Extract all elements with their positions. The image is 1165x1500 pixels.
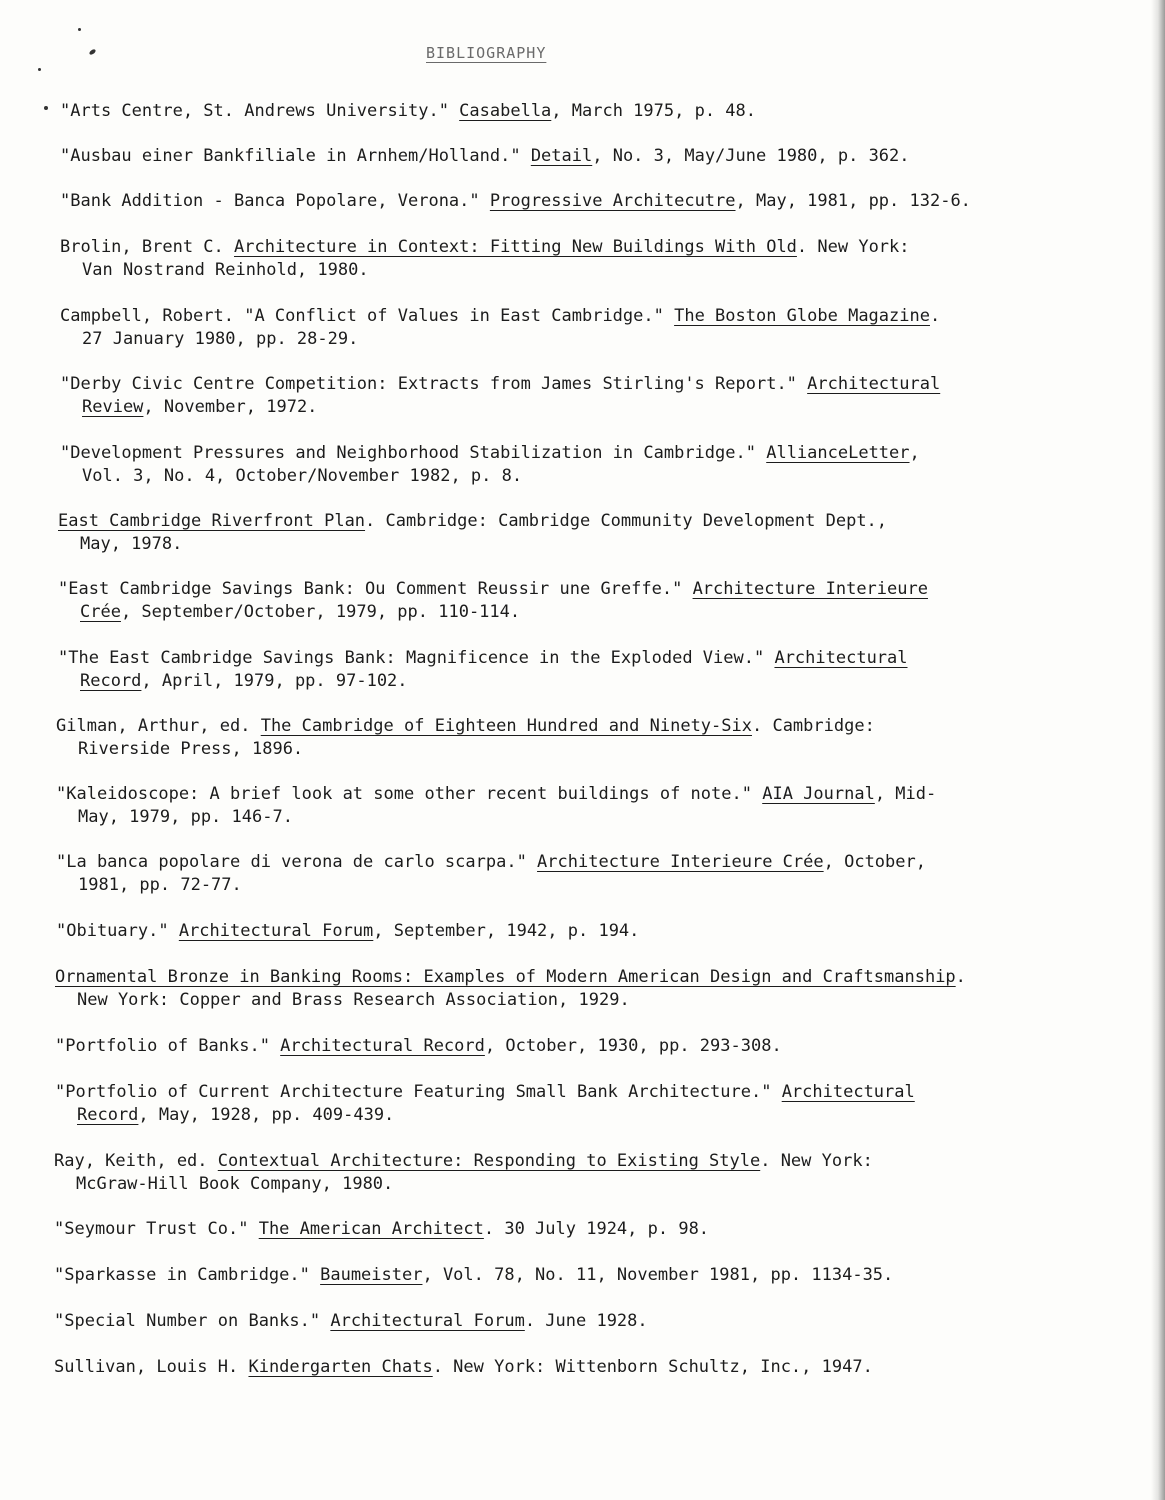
ink-speck: [38, 68, 41, 71]
entry-text: . New York:: [760, 1151, 873, 1171]
entry-text: Gilman, Arthur, ed.: [56, 716, 261, 736]
entry-title: Record: [77, 1105, 139, 1125]
entry-text: ,: [909, 443, 920, 463]
entry-text: "The East Cambridge Savings Bank: Magnificence in the Exploded View.": [58, 648, 775, 668]
entry-title: Architecture Interieure: [692, 579, 928, 599]
entry-text: Campbell, Robert. "A Conflict of Values in East Cambridge.": [60, 306, 675, 326]
entry-text: , April, 1979, pp. 97-102.: [141, 671, 408, 691]
bibliography-entry: [60, 442, 1100, 488]
entry-text: "Sparkasse in Cambridge.": [54, 1265, 321, 1285]
entry-text: "Bank Addition - Banca Popolare, Verona.": [60, 191, 490, 211]
entry-text: "Arts Centre, St. Andrews University.": [60, 101, 460, 121]
ink-speck: [44, 106, 48, 110]
entry-title: Contextual Architecture: Responding to Existing Style: [217, 1151, 761, 1171]
entry-text: "Portfolio of Banks.": [55, 1036, 281, 1056]
bibliography-entry: [56, 851, 1096, 897]
entry-title: Kindergarten Chats: [248, 1357, 433, 1377]
entry-continuation: McGraw-Hill Book Company, 1980.: [76, 1174, 394, 1194]
bibliography-entry: [54, 1264, 1094, 1287]
entry-text: . Cambridge: Cambridge Community Development Dept.,: [365, 511, 888, 531]
entry-continuation: [58, 601, 1098, 624]
bibliography-entry: [54, 1218, 1094, 1241]
bibliography-entry: [58, 510, 1098, 556]
entry-title: AllianceLetter: [766, 443, 910, 463]
entry-title: East Cambridge Riverfront Plan: [58, 511, 366, 531]
bibliography-entry: [60, 236, 1100, 282]
entry-text: , September/October, 1979, pp. 110-114.: [120, 602, 521, 622]
entry-title: Architectural Forum: [330, 1311, 525, 1331]
entry-text: "La banca popolare di verona de carlo scarpa.": [56, 852, 538, 872]
entry-title: Crée: [80, 602, 121, 622]
bibliography-entry: [58, 578, 1098, 624]
bibliography-entry: [55, 1081, 1095, 1127]
entry-text: , October,: [823, 852, 926, 872]
entry-title: Record: [80, 671, 142, 691]
entry-text: .: [929, 306, 941, 326]
entry-continuation: [55, 1104, 1095, 1127]
ink-speck: [88, 48, 96, 55]
bibliography-entry: [56, 715, 1096, 761]
entry-title: AIA Journal: [762, 784, 875, 804]
entry-title: Architecture in Context: Fitting New Buildings With Old: [234, 237, 797, 257]
entry-text: , October, 1930, pp. 293-308.: [484, 1036, 782, 1056]
page-edge-shadow: [1151, 0, 1165, 1500]
bibliography-entry: [60, 373, 1100, 419]
entry-text: . June 1928.: [524, 1311, 648, 1331]
entry-title: Ornamental Bronze in Banking Rooms: Examples of Modern American Design and Craftsmanship: [55, 967, 956, 987]
bibliography-entry: [60, 145, 1100, 168]
entry-title: The Cambridge of Eighteen Hundred and Ninety-Six: [260, 716, 752, 736]
entry-continuation: [58, 670, 1098, 693]
bibliography-entry: [60, 100, 1100, 123]
entry-text: . New York:: [796, 237, 910, 257]
entry-text: "East Cambridge Savings Bank: Ou Comment Reussir une Greffe.": [58, 579, 693, 599]
entry-title: The American Architect: [258, 1219, 484, 1239]
entry-text: . 30 July 1924, p. 98.: [483, 1219, 710, 1239]
entry-text: , May, 1928, pp. 409-439.: [138, 1105, 395, 1125]
entry-title: Architectural Forum: [178, 921, 374, 941]
entry-text: . Cambridge:: [751, 716, 875, 736]
entry-title: Architectural: [807, 374, 941, 394]
entry-title: Casabella: [459, 101, 552, 121]
entry-text: Brolin, Brent C.: [60, 237, 234, 257]
bibliography-entry: [56, 920, 1096, 943]
bibliography-entry: [54, 1310, 1094, 1333]
entry-title: Architectural Record: [280, 1036, 485, 1056]
entry-title: The Boston Globe Magazine: [674, 306, 930, 326]
entry-continuation: May, 1978.: [80, 534, 183, 554]
bibliography-entry: [60, 305, 1100, 351]
bibliography-entry: [55, 1035, 1095, 1058]
entry-continuation: 27 January 1980, pp. 28-29.: [82, 329, 359, 349]
entry-text: "Portfolio of Current Architecture Featuring Small Bank Architecture.": [55, 1082, 782, 1102]
entry-continuation: Van Nostrand Reinhold, 1980.: [82, 260, 369, 280]
entry-text: , May, 1981, pp. 132-6.: [735, 191, 971, 211]
entry-text: , Mid-: [874, 784, 937, 804]
entry-continuation: [60, 396, 1100, 419]
entry-text: Sullivan, Louis H.: [54, 1357, 249, 1377]
entry-continuation: May, 1979, pp. 146-7.: [78, 807, 293, 827]
ink-speck: [78, 28, 81, 31]
bibliography-entry: [54, 1356, 1094, 1379]
entry-text: , March 1975, p. 48.: [551, 101, 756, 121]
entry-text: "Obituary.": [56, 921, 179, 941]
entry-text: "Derby Civic Centre Competition: Extracts from James Stirling's Report.": [60, 374, 808, 394]
entry-text: , Vol. 78, No. 11, November 1981, pp. 1134-35.: [422, 1265, 894, 1285]
bibliography-entry: [58, 647, 1098, 693]
entry-continuation: Vol. 3, No. 4, October/November 1982, p. 8.: [82, 466, 523, 486]
bibliography-entry: [60, 190, 1100, 213]
entry-title: Architecture Interieure Crée: [537, 852, 824, 872]
entry-title: Architectural: [774, 648, 908, 668]
entry-text: , No. 3, May/June 1980, p. 362.: [592, 146, 910, 166]
entry-text: "Kaleidoscope: A brief look at some other recent buildings of note.": [56, 784, 763, 804]
entry-text: , November, 1972.: [143, 397, 318, 417]
entry-text: "Special Number on Banks.": [54, 1311, 331, 1331]
entry-text: "Development Pressures and Neighborhood Stabilization in Cambridge.": [60, 443, 767, 463]
bibliography-entry: [55, 966, 1095, 1012]
page-heading: BIBLIOGRAPHY: [426, 44, 547, 62]
entry-continuation: New York: Copper and Brass Research Association, 1929.: [77, 990, 630, 1010]
bibliography-entry: [56, 783, 1096, 829]
entry-text: .: [955, 967, 966, 987]
entry-title: Architectural: [781, 1082, 915, 1102]
entry-continuation: 1981, pp. 72-77.: [78, 875, 242, 895]
entry-title: Review: [82, 397, 144, 417]
entry-text: . New York: Wittenborn Schultz, Inc., 1947.: [432, 1357, 873, 1377]
entry-text: Ray, Keith, ed.: [54, 1151, 218, 1171]
entry-text: "Ausbau einer Bankfiliale in Arnhem/Holland.": [60, 146, 531, 166]
entry-text: , September, 1942, p. 194.: [373, 921, 640, 941]
entry-title: Baumeister: [320, 1265, 423, 1285]
entry-title: Detail: [530, 146, 593, 166]
entry-continuation: Riverside Press, 1896.: [78, 739, 304, 759]
entry-title: Progressive Architecutre: [489, 191, 736, 211]
bibliography-entry: [54, 1150, 1094, 1196]
entry-text: "Seymour Trust Co.": [54, 1219, 259, 1239]
